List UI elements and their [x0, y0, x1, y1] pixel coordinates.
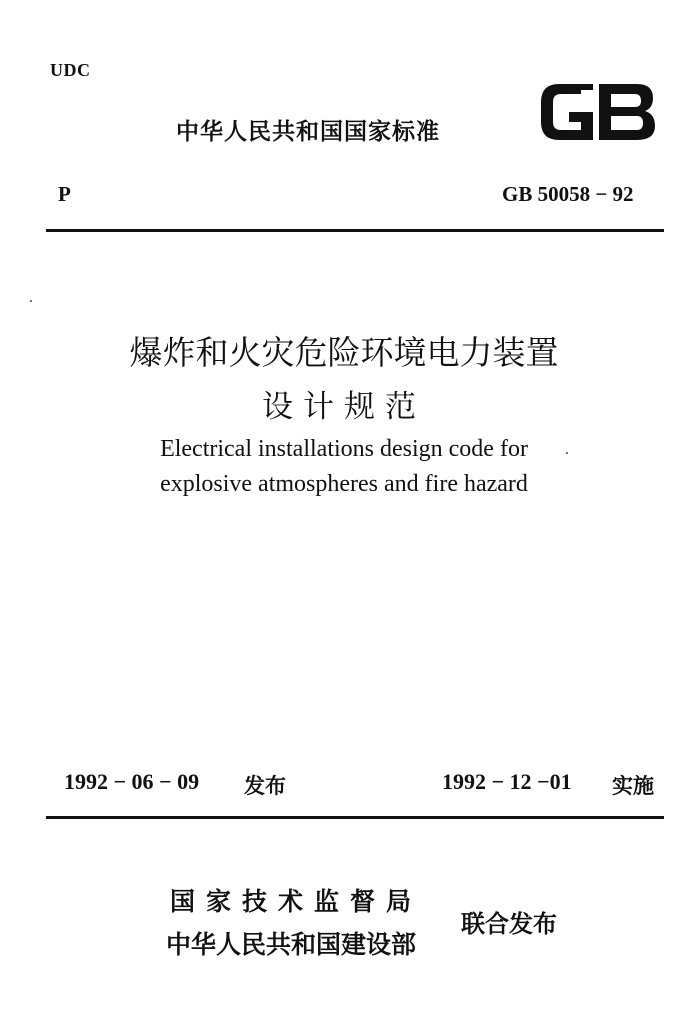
national-standard-heading: 中华人民共和国国家标准	[176, 119, 440, 145]
title-chinese-line-1: 爆炸和火灾危险环境电力装置	[129, 333, 559, 372]
title-english-line-2: explosive atmospheres and fire hazard	[160, 471, 528, 497]
scan-speck	[30, 300, 32, 302]
top-divider	[46, 229, 664, 232]
implementation-label: 实施	[612, 774, 654, 798]
bottom-divider	[46, 816, 664, 819]
standard-number: GB 50058 − 92	[502, 182, 634, 206]
publisher-line-2: 中华人民共和国建设部	[166, 930, 417, 959]
implementation-date: 1992 − 12 −01	[442, 769, 572, 794]
publisher-line-1: 国家技术监督局	[170, 887, 423, 916]
issue-date: 1992 − 06 − 09	[64, 769, 200, 794]
classification-letter: P	[58, 182, 71, 206]
issue-label: 发布	[244, 774, 286, 798]
scan-speck	[566, 452, 568, 454]
joint-publish-label: 联合发布	[461, 910, 557, 938]
udc-label: UDC	[50, 60, 91, 80]
title-english-line-1: Electrical installations design code for	[160, 436, 528, 462]
gb-logo	[537, 82, 659, 142]
title-chinese-line-2: 设计规范	[262, 389, 426, 425]
